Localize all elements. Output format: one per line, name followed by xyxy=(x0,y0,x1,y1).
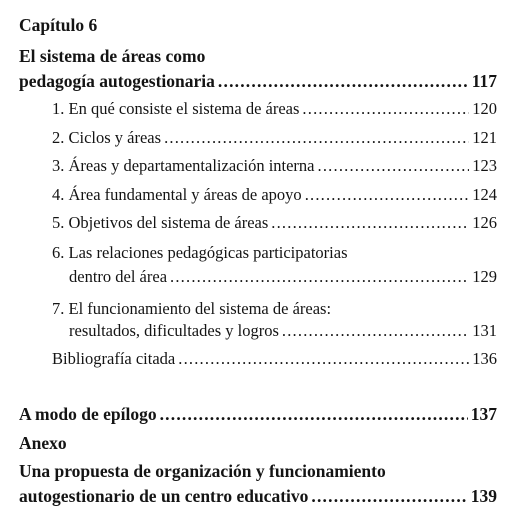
toc-line xyxy=(0,96,512,122)
page-number: 123 xyxy=(472,156,497,175)
toc-line xyxy=(0,346,512,372)
section-title-cont: resultados, dificultades y logros xyxy=(69,321,279,340)
dot-leader xyxy=(271,210,469,236)
toc-entry-section-4[interactable] xyxy=(52,182,497,208)
page-number: 129 xyxy=(472,267,497,286)
toc-line xyxy=(0,401,512,427)
toc-entry-section-6[interactable] xyxy=(69,264,497,290)
toc-entry-section-1[interactable] xyxy=(52,96,497,122)
annex-title: Una propuesta de organización y funcionamiento xyxy=(19,461,386,481)
annex-label-line xyxy=(0,430,512,456)
section-title: 3. Áreas y departamentalización interna xyxy=(52,156,315,175)
chapter-title-cont: pedagogía autogestionaria xyxy=(19,71,215,91)
chapter-label: Capítulo 6 xyxy=(19,15,98,35)
toc-line xyxy=(0,264,512,290)
page-number: 139 xyxy=(470,486,497,506)
chapter-title-line1 xyxy=(0,43,512,69)
page-number: 137 xyxy=(470,404,497,424)
chapter-title-line2 xyxy=(0,68,512,94)
dot-leader xyxy=(302,96,469,122)
page-number: 121 xyxy=(472,128,497,147)
toc-line xyxy=(0,318,512,344)
toc-line xyxy=(0,125,512,151)
dot-leader xyxy=(170,264,469,290)
annex-title-line1 xyxy=(0,458,512,484)
dot-leader xyxy=(318,153,470,179)
toc-entry-section-3[interactable] xyxy=(52,153,497,179)
annex-title-cont: autogestionario de un centro educativo xyxy=(19,486,309,506)
section-title: 6. Las relaciones pedagógicas participatorias xyxy=(52,243,348,262)
page-number: 120 xyxy=(472,99,497,118)
page-number: 126 xyxy=(472,213,497,232)
toc-entry-section-5[interactable] xyxy=(52,210,497,236)
toc-line xyxy=(0,210,512,236)
section-title: 1. En qué consiste el sistema de áreas xyxy=(52,99,300,118)
dot-leader xyxy=(218,68,469,94)
page-number: 136 xyxy=(472,349,497,368)
section-title: 4. Área fundamental y áreas de apoyo xyxy=(52,185,302,204)
epilogue-title: A modo de epílogo xyxy=(19,404,157,424)
annex-title-line2 xyxy=(0,483,512,509)
toc-line xyxy=(0,182,512,208)
dot-leader xyxy=(178,346,469,372)
page-number: 124 xyxy=(472,185,497,204)
section-title-cont: dentro del área xyxy=(69,267,168,286)
toc-entry-section-7[interactable] xyxy=(69,318,497,344)
section-title: 7. El funcionamiento del sistema de áreas: xyxy=(52,299,332,318)
dot-leader xyxy=(311,483,467,509)
section-title: Bibliografía citada xyxy=(52,349,176,368)
chapter-title: El sistema de áreas como xyxy=(19,46,206,66)
toc-line xyxy=(0,153,512,179)
dot-leader xyxy=(160,401,468,427)
toc-entry-section-2[interactable] xyxy=(52,125,497,151)
toc-entry-epilogue[interactable] xyxy=(19,401,497,427)
dot-leader xyxy=(305,182,470,208)
toc-entry-annex[interactable] xyxy=(19,483,497,509)
toc-entry-bibliography[interactable] xyxy=(52,346,497,372)
page-number: 117 xyxy=(471,71,497,91)
dot-leader xyxy=(164,125,469,151)
chapter-label-line xyxy=(0,12,512,38)
section-title: 2. Ciclos y áreas xyxy=(52,128,162,147)
toc-line xyxy=(0,240,512,266)
section-title: 5. Objetivos del sistema de áreas xyxy=(52,213,269,232)
dot-leader xyxy=(282,318,469,344)
annex-label: Anexo xyxy=(19,433,67,453)
toc-entry-chapter[interactable] xyxy=(19,68,497,94)
page-number: 131 xyxy=(472,321,497,340)
